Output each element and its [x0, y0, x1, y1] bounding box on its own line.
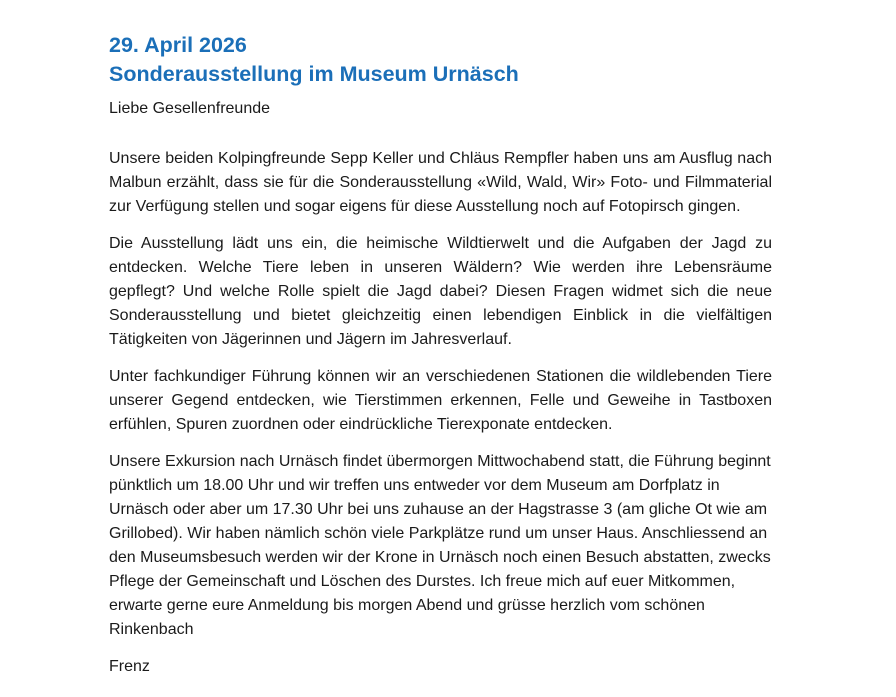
page-title	[109, 31, 772, 89]
paragraph-3: Unter fachkundiger Führung können wir an verschiedenen Stationen die wildlebenden Tiere unserer Gegend entdecken, wie Tierstimmen erkennen, Felle und Geweihe in Tastboxen erfühlen, Spuren zuordnen oder eindrückliche Tierexponate entdecken.	[109, 368, 772, 433]
paragraph-2: Die Ausstellung lädt uns ein, die heimische Wildtierwelt und die Aufgaben der Jagd zu entdecken. Welche Tiere leben in unseren Wäldern? Wie werden ihre Lebensräume gepflegt? Und welche Rolle spielt die Jagd dabei? Diesen Fragen widmet sich die neue Sonderausstellung und bietet gleichzeitig einen lebendigen Einblick in die vielfältigen Tätigkeiten von Jägerinnen und Jägern im Jahresverlauf.	[109, 235, 772, 348]
heading-title: Sonderausstellung im Museum Urnäsch	[109, 62, 519, 86]
letter-document	[109, 31, 772, 678]
salutation: Liebe Gesellenfreunde	[109, 100, 271, 117]
paragraph-4: Unsere Exkursion nach Urnäsch findet übermorgen Mittwochabend statt, die Führung beginnt pünktlich um 18.00 Uhr und wir treffen uns entweder vor dem Museum am Dorfplatz in Urnäsch oder aber um 17.30 Uhr bei uns zuhause an der Hagstrasse 3 (am gliche Ot wie am Grillobed). Wir haben nämlich schön viele Parkplätze rund um unser Haus. Anschliessend an den Museumsbesuch werden wir der Krone in Urnäsch noch einen Besuch abstatten, zwecks Pflege der Gemeinschaft und Löschen des Durstes. Ich freue mich auf euer Mitkommen, erwarte gerne eure Anmeldung bis morgen Abend und grüsse herzlich vom schönen Rinkenbach	[109, 453, 771, 638]
signature: Frenz	[109, 658, 150, 675]
paragraph-1: Unsere beiden Kolpingfreunde Sepp Keller und Chläus Rempfler haben uns am Ausflug nach Malbun erzählt, dass sie für die Sonderausstellung «Wild, Wald, Wir» Foto- und Filmmaterial zur Verfügung stellen und sogar eigens für diese Ausstellung noch auf Fotopirsch gingen.	[109, 150, 772, 215]
heading-date: 29. April 2026	[109, 33, 247, 57]
